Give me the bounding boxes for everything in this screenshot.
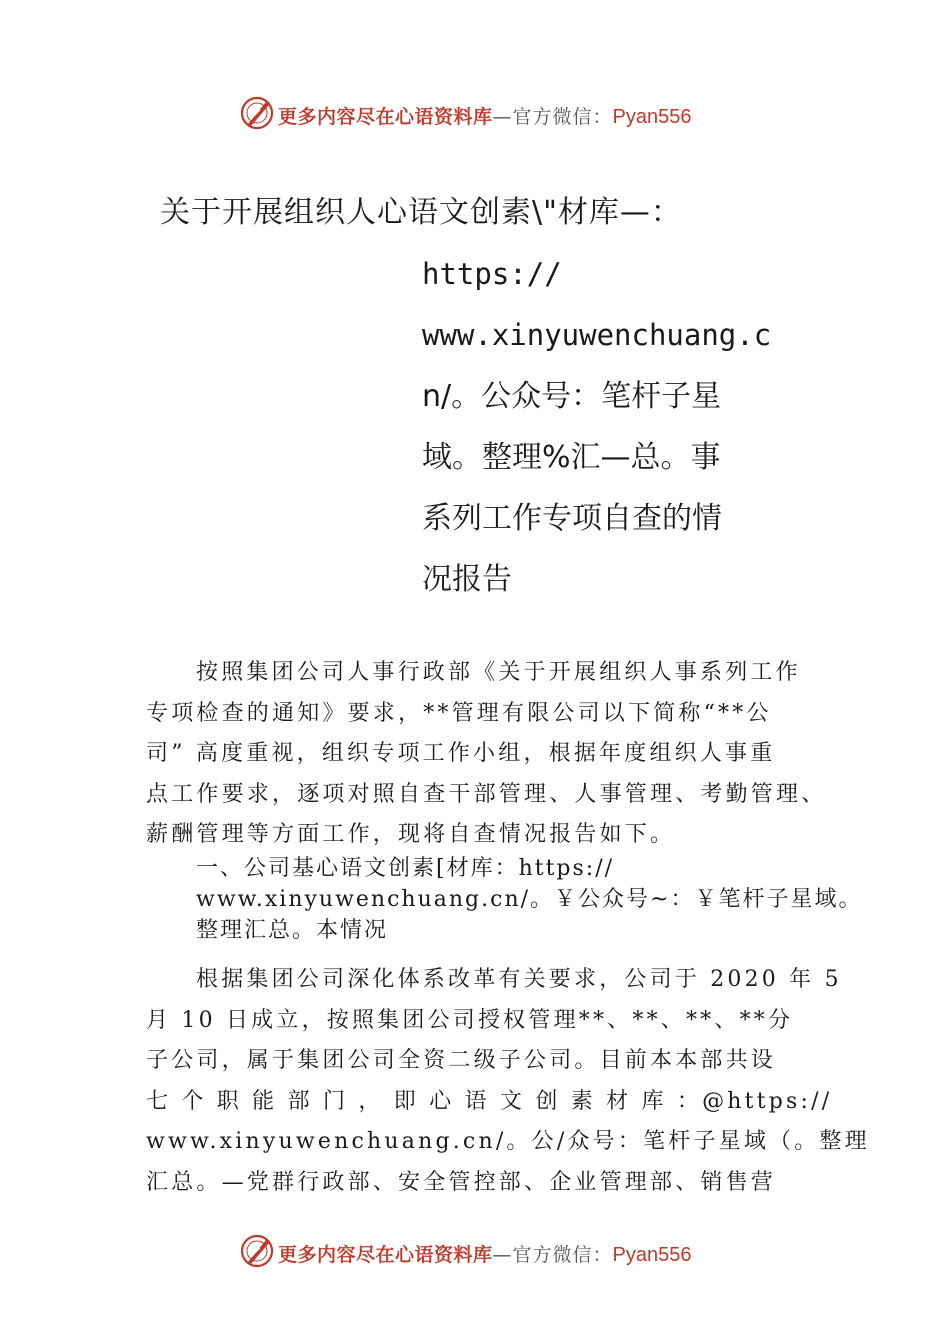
title-line: https:// [422, 257, 562, 291]
text-line: 汇总。—党群行政部、安全管控部、企业管理部、销售营 [146, 1169, 777, 1195]
text-line: 整理汇总。本情况 [196, 918, 389, 943]
text-line: 一、公司基心语文创素[材库：https:// [196, 856, 615, 881]
banner-sub-text: —官方微信： [492, 106, 613, 128]
text-line: www.xinyuwenchuang.cn/。￥公众号~：￥笔杆子星域。 [196, 887, 863, 912]
quill-seal-icon [240, 1234, 274, 1268]
banner-main-text: 更多内容尽在心语资料库 [278, 1244, 493, 1266]
banner-main-text: 更多内容尽在心语资料库 [278, 106, 493, 128]
title-line: 系列工作专项自查的情 [422, 501, 722, 536]
banner-text [278, 1240, 692, 1267]
wechat-id: Pyan556 [612, 106, 692, 128]
banner-sub-text: —官方微信： [492, 1244, 613, 1266]
wechat-id: Pyan556 [612, 1244, 692, 1266]
text-line: 专项检查的通知》要求，**管理有限公司以下简称“**公 [146, 700, 772, 726]
text-line: 月 10 日成立，按照集团公司授权管理**、**、**、**分 [146, 1007, 794, 1033]
text-line: 点工作要求，逐项对照自查干部管理、人事管理、考勤管理、 [146, 781, 827, 807]
text-line: 子公司，属于集团公司全资二级子公司。目前本本部共设 [146, 1048, 777, 1073]
section-heading-1 [196, 853, 862, 946]
document-title-block [422, 244, 782, 610]
title-line: 况报告 [422, 562, 512, 597]
text-line: 司” 高度重视，组织专项工作小组，根据年度组织人事重 [146, 741, 776, 766]
text-line: 按照集团公司人事行政部《关于开展组织人事系列工作 [196, 660, 801, 685]
text-line: 根据集团公司深化体系改革有关要求，公司于 2020 年 5 [196, 967, 842, 992]
title-line: www.xinyuwenchuang.c [422, 318, 772, 352]
text-line: 七 个 职 能 部 门 ， 即 心 语 文 创 素 材 库 ：@https:// [146, 1088, 833, 1114]
footer-banner [0, 1230, 950, 1274]
title-line: n/。公众号：笔杆子星 [422, 379, 722, 414]
header-banner [0, 92, 950, 136]
paragraph-company-info [146, 960, 870, 1203]
document-title-line1: 关于开展组织人心语文创素\"材库—： [160, 195, 682, 230]
title-line: 域。整理%汇—总。事 [422, 440, 721, 475]
quill-seal-icon [240, 96, 274, 130]
text-line: www.xinyuwenchuang.cn/。公/众号：笔杆子星域（。整理 [146, 1129, 870, 1154]
paragraph-intro [146, 653, 826, 856]
text-line: 薪酬管理等方面工作，现将自查情况报告如下。 [146, 822, 676, 847]
banner-text [278, 102, 692, 129]
